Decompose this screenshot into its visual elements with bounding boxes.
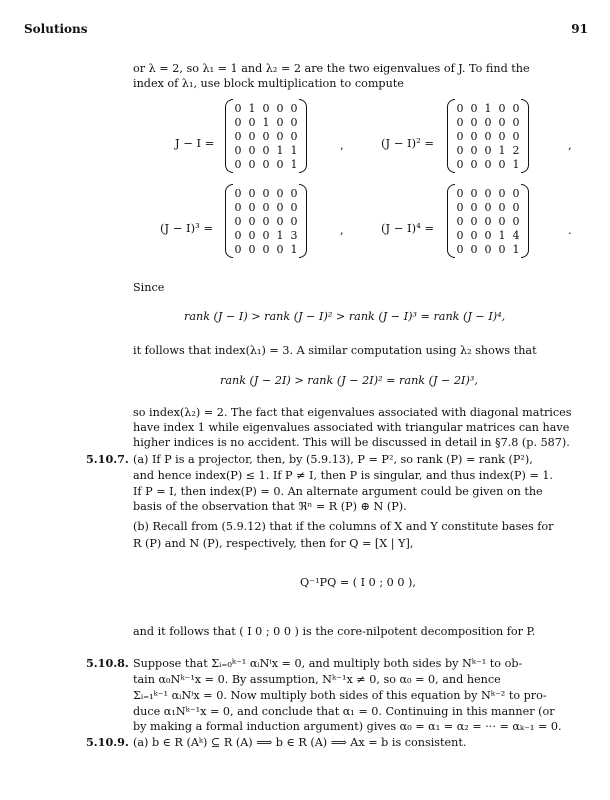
matrix-entry: 0 xyxy=(498,200,506,214)
matrix-entry: 0 xyxy=(470,115,478,129)
matrix-entry: 0 xyxy=(276,157,284,171)
intro-line-1: or λ = 2, so λ₁ = 1 and λ₂ = 2 are the two eigenvalues of J. To find the xyxy=(133,62,530,75)
matrix-j-minus-i-sq xyxy=(453,101,523,171)
ex5107-line-6: R (P) and N (P), respectively, then for Q = [X | Y], xyxy=(133,537,414,550)
matrix-entry: 1 xyxy=(484,101,492,115)
matrix-entry: 0 xyxy=(470,143,478,157)
matrix-entry: 0 xyxy=(498,101,506,115)
matrix-entry: 0 xyxy=(470,101,478,115)
ex5108-line-4: duce α₁Nᵏ⁻¹x = 0, and conclude that α₁ = 0. Continuing in this manner (or xyxy=(133,705,555,718)
matrix-entry: 0 xyxy=(248,228,256,242)
matrix-entry: 1 xyxy=(248,101,256,115)
matrix-entry: 0 xyxy=(470,186,478,200)
matrix-entry: 0 xyxy=(276,115,284,129)
matrix-entry: 0 xyxy=(262,200,270,214)
matrix-entry: 0 xyxy=(262,228,270,242)
matrix-entry: 0 xyxy=(276,200,284,214)
intro-line-2: index of λ₁, use block multiplication to compute xyxy=(133,77,404,90)
ex5108-line-5: by making a formal induction argument) gives α₀ = α₁ = α₂ = ··· = αₖ₋₁ = 0. xyxy=(133,720,562,733)
matrix-entry: 0 xyxy=(234,143,242,157)
matrix-j-minus-i-cube xyxy=(231,186,301,256)
matrix-entry: 0 xyxy=(498,214,506,228)
matrix-entry: 0 xyxy=(456,143,464,157)
matrix-label-j-minus-i: J − I = xyxy=(175,136,215,150)
matrix-entry: 0 xyxy=(470,242,478,256)
matrix-entry: 0 xyxy=(470,129,478,143)
matrix-label-j-minus-i-fourth: (J − I)⁴ = xyxy=(381,221,434,235)
matrix-entry: 0 xyxy=(234,200,242,214)
matrix-entry: 0 xyxy=(498,157,506,171)
matrix-entry: 0 xyxy=(484,200,492,214)
ex5107-line-3: If P = I, then index(P) = 0. An alternate argument could be given on the xyxy=(133,485,543,498)
ex5107-line-1: (a) If P is a projector, then, by (5.9.13), P = P², so rank (P) = rank (P²), xyxy=(133,453,533,466)
matrix-entry: 0 xyxy=(456,101,464,115)
matrix-entry: 0 xyxy=(234,129,242,143)
matrix-entry: 0 xyxy=(470,228,478,242)
matrix-entry: 0 xyxy=(248,157,256,171)
ex5107-line-4: basis of the observation that ℜⁿ = R (P) ⊕ N (P). xyxy=(133,500,407,513)
matrix-entry: 0 xyxy=(484,228,492,242)
matrix-entry: 0 xyxy=(512,214,520,228)
matrix-trail: , xyxy=(568,138,572,152)
matrix-entry: 0 xyxy=(484,129,492,143)
matrix-entry: 0 xyxy=(456,214,464,228)
matrix-entry: 0 xyxy=(234,157,242,171)
ex5108-line-2: tain α₀Nᵏ⁻¹x = 0. By assumption, Nᵏ⁻¹x ≠ 0, so α₀ = 0, and hence xyxy=(133,673,501,686)
matrix-j-minus-i-fourth xyxy=(453,186,523,256)
para-line-2: have index 1 while eigenvalues associated with triangular matrices can have xyxy=(133,421,570,434)
matrix-entry: 1 xyxy=(276,143,284,157)
qpq-equation: Q⁻¹PQ = ( I 0 ; 0 0 ), xyxy=(300,576,416,589)
rank-inequality-2: rank (J − 2I) > rank (J − 2I)² = rank (J − 2I)³, xyxy=(220,374,478,387)
matrix-entry: 0 xyxy=(234,214,242,228)
matrix-label-j-minus-i-sq: (J − I)² = xyxy=(381,136,434,150)
rank-inequality-1: rank (J − I) > rank (J − I)² > rank (J − I)³ = rank (J − I)⁴, xyxy=(184,310,506,323)
matrix-entry: 0 xyxy=(262,129,270,143)
matrix-trail: , xyxy=(340,138,344,152)
matrix-entry: 0 xyxy=(456,200,464,214)
para-line-3: higher indices is no accident. This will be discussed in detail in §7.8 (p. 587). xyxy=(133,436,570,449)
matrix-entry: 0 xyxy=(512,200,520,214)
matrix-entry: 0 xyxy=(262,214,270,228)
since-text: Since xyxy=(133,281,165,294)
ex5109-line: (a) b ∈ R (Aᵏ) ⊆ R (A) ⟹ b ∈ R (A) ⟹ Ax = b is consistent. xyxy=(133,736,467,749)
matrix-entry: 3 xyxy=(290,228,298,242)
matrix-entry: 0 xyxy=(512,129,520,143)
matrix-entry: 0 xyxy=(498,115,506,129)
matrix-entry: 0 xyxy=(234,186,242,200)
matrix-entry: 0 xyxy=(248,129,256,143)
matrix-entry: 0 xyxy=(498,129,506,143)
exercise-number: 5.10.7. xyxy=(86,452,129,466)
matrix-entry: 0 xyxy=(290,129,298,143)
matrix-entry: 0 xyxy=(262,101,270,115)
matrix-entry: 0 xyxy=(262,143,270,157)
matrix-j-minus-i xyxy=(231,101,301,171)
matrix-entry: 0 xyxy=(234,115,242,129)
matrix-entry: 0 xyxy=(248,115,256,129)
running-header-title: Solutions xyxy=(24,22,88,36)
exercise-number: 5.10.9. xyxy=(86,735,129,749)
matrix-entry: 0 xyxy=(234,242,242,256)
matrix-entry: 2 xyxy=(512,143,520,157)
matrix-entry: 0 xyxy=(290,115,298,129)
matrix-entry: 0 xyxy=(470,214,478,228)
matrix-entry: 0 xyxy=(456,115,464,129)
matrix-entry: 0 xyxy=(484,157,492,171)
matrix-entry: 0 xyxy=(456,157,464,171)
matrix-entry: 0 xyxy=(470,200,478,214)
matrix-entry: 0 xyxy=(276,101,284,115)
matrix-entry: 0 xyxy=(456,242,464,256)
matrix-entry: 0 xyxy=(470,157,478,171)
matrix-entry: 0 xyxy=(276,242,284,256)
matrix-entry: 0 xyxy=(248,242,256,256)
matrix-trail: . xyxy=(568,223,572,237)
matrix-entry: 0 xyxy=(498,242,506,256)
matrix-label-j-minus-i-cube: (J − I)³ = xyxy=(160,221,213,235)
matrix-entry: 1 xyxy=(290,143,298,157)
matrix-entry: 0 xyxy=(484,186,492,200)
matrix-entry: 4 xyxy=(512,228,520,242)
matrix-entry: 0 xyxy=(484,115,492,129)
matrix-entry: 0 xyxy=(248,143,256,157)
matrix-entry: 1 xyxy=(276,228,284,242)
matrix-entry: 1 xyxy=(512,157,520,171)
ex5108-line-3: Σᵢ₌₁ᵏ⁻¹ αᵢNⁱx = 0. Now multiply both sides of this equation by Nᵏ⁻² to pro- xyxy=(133,689,547,702)
matrix-entry: 1 xyxy=(262,115,270,129)
matrix-entry: 0 xyxy=(484,242,492,256)
matrix-entry: 0 xyxy=(234,228,242,242)
matrix-entry: 0 xyxy=(498,186,506,200)
matrix-entry: 0 xyxy=(248,200,256,214)
matrix-entry: 0 xyxy=(276,186,284,200)
matrix-entry: 0 xyxy=(456,129,464,143)
matrix-entry: 0 xyxy=(262,157,270,171)
matrix-entry: 0 xyxy=(290,101,298,115)
matrix-entry: 0 xyxy=(276,214,284,228)
matrix-entry: 1 xyxy=(290,157,298,171)
matrix-entry: 0 xyxy=(456,186,464,200)
page-number: 91 xyxy=(571,22,588,36)
matrix-entry: 0 xyxy=(262,186,270,200)
matrix-entry: 0 xyxy=(512,115,520,129)
core-nilpotent-line: and it follows that ( I 0 ; 0 0 ) is the core-nilpotent decomposition for P. xyxy=(133,625,536,638)
matrix-entry: 0 xyxy=(456,228,464,242)
matrix-entry: 0 xyxy=(290,200,298,214)
matrix-entry: 0 xyxy=(262,242,270,256)
matrix-entry: 0 xyxy=(290,186,298,200)
matrix-entry: 0 xyxy=(276,129,284,143)
ex5108-line-1: Suppose that Σᵢ₌₀ᵏ⁻¹ αᵢNⁱx = 0, and multiply both sides by Nᵏ⁻¹ to ob- xyxy=(133,657,523,670)
matrix-entry: 1 xyxy=(512,242,520,256)
exercise-number: 5.10.8. xyxy=(86,656,129,670)
matrix-entry: 1 xyxy=(498,228,506,242)
matrix-entry: 0 xyxy=(290,214,298,228)
ex5107-line-2: and hence index(P) ≤ 1. If P ≠ I, then P is singular, and thus index(P) = 1. xyxy=(133,469,554,482)
matrix-entry: 0 xyxy=(484,143,492,157)
matrix-entry: 0 xyxy=(234,101,242,115)
follows-text: it follows that index(λ₁) = 3. A similar computation using λ₂ shows that xyxy=(133,344,537,357)
matrix-entry: 0 xyxy=(248,214,256,228)
matrix-entry: 0 xyxy=(484,214,492,228)
matrix-entry: 1 xyxy=(290,242,298,256)
para-line-1: so index(λ₂) = 2. The fact that eigenvalues associated with diagonal matrices xyxy=(133,406,572,419)
matrix-entry: 0 xyxy=(512,186,520,200)
matrix-trail: , xyxy=(340,223,344,237)
matrix-entry: 0 xyxy=(248,186,256,200)
matrix-entry: 1 xyxy=(498,143,506,157)
matrix-entry: 0 xyxy=(512,101,520,115)
ex5107-line-5: (b) Recall from (5.9.12) that if the columns of X and Y constitute bases for xyxy=(133,520,554,533)
